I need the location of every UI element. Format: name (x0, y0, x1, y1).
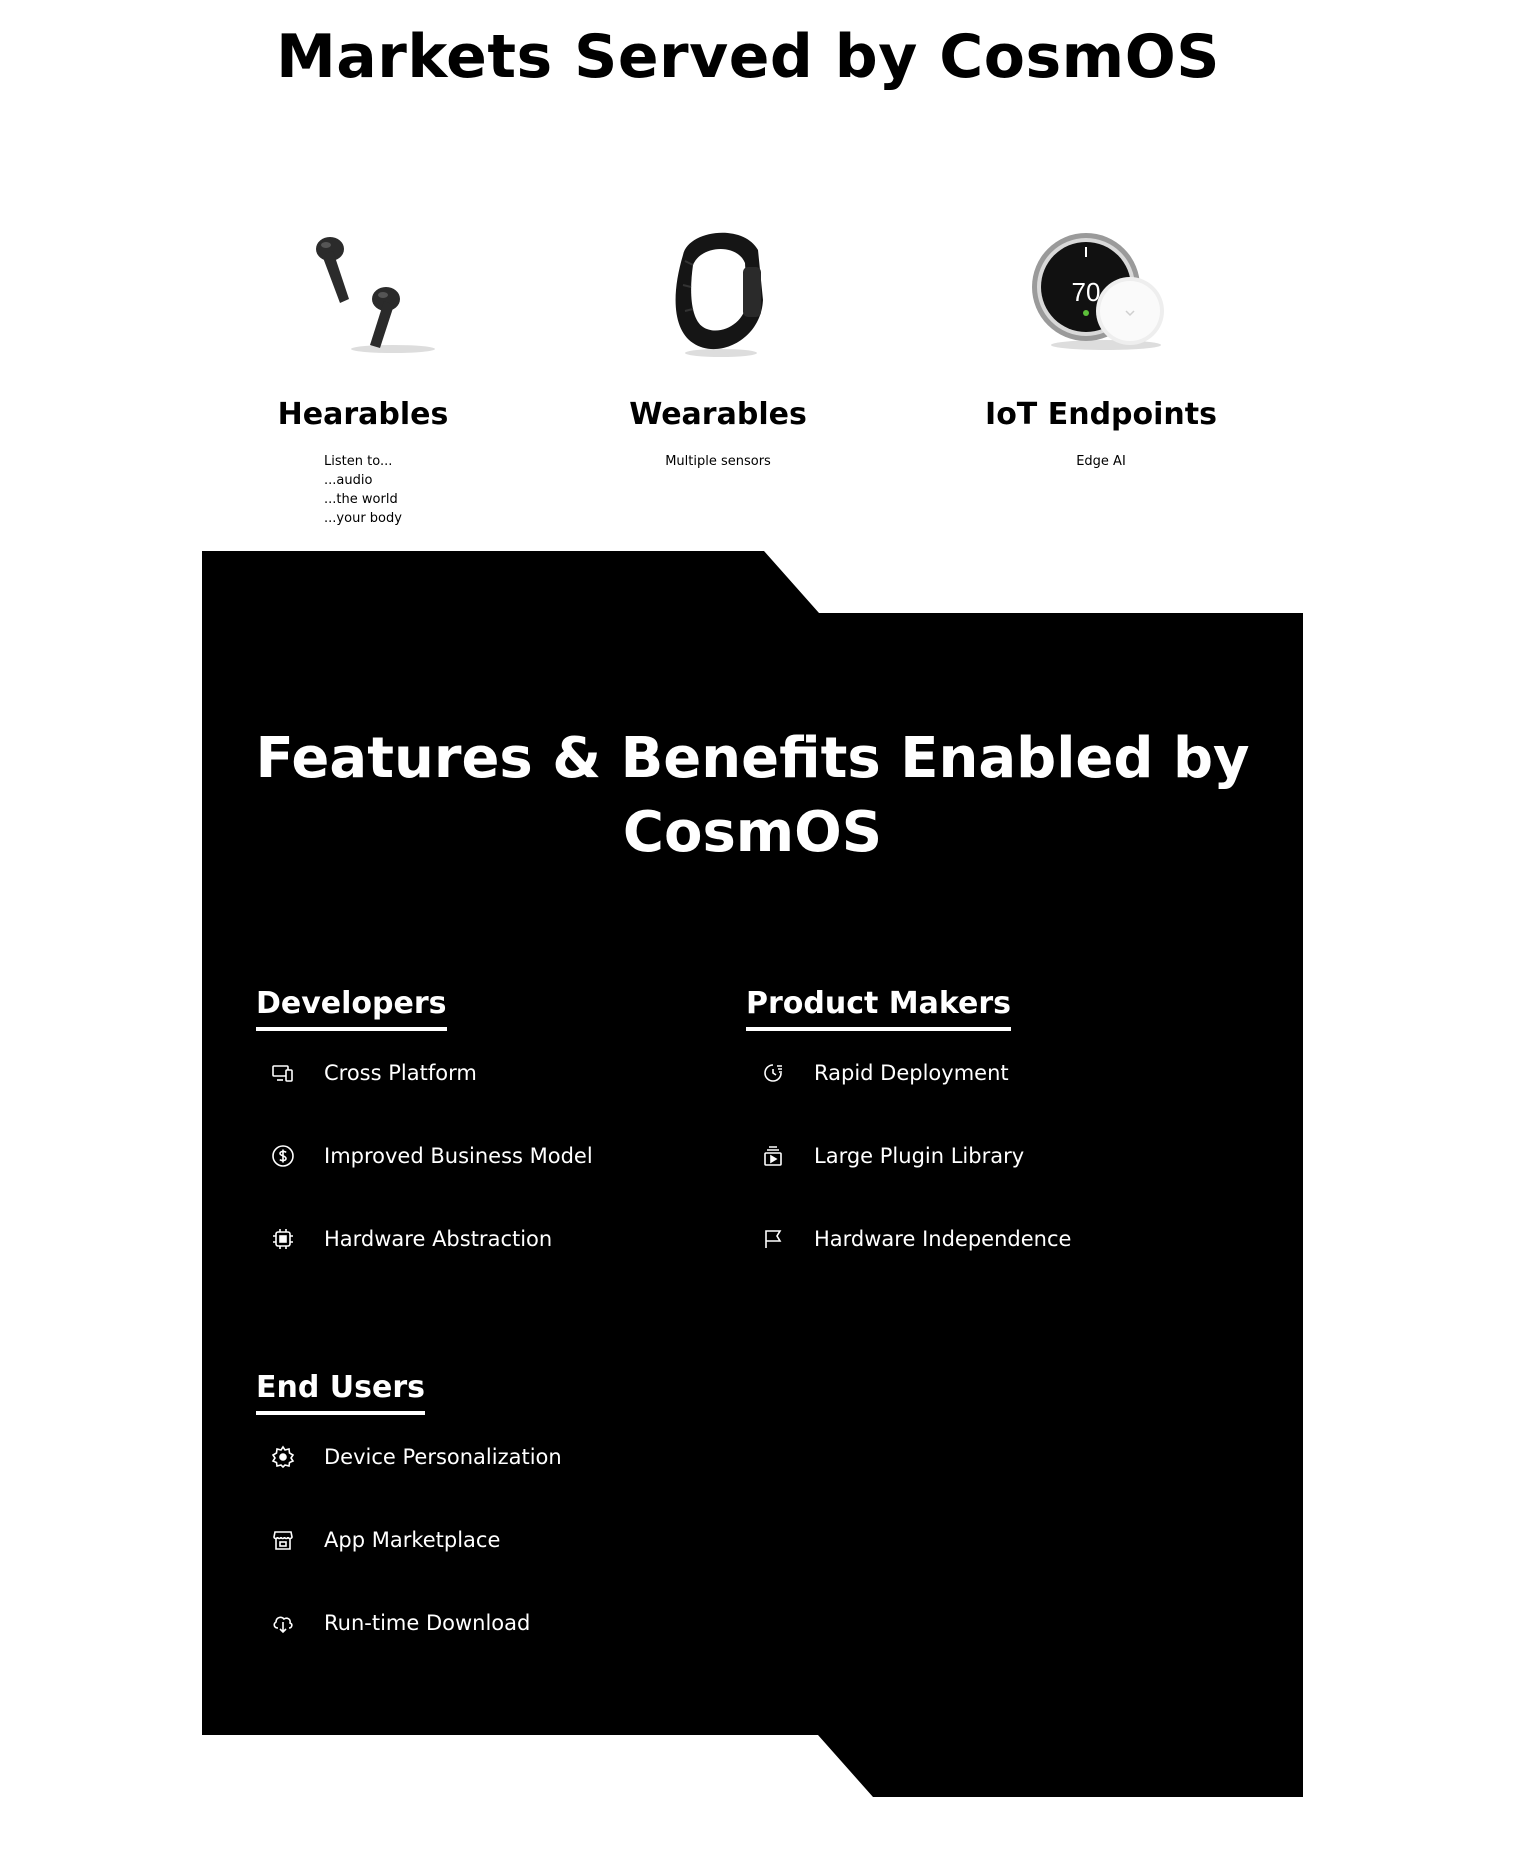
group-end-users (256, 1370, 562, 1664)
feature-label: Rapid Deployment (814, 1060, 1009, 1085)
feature-item (256, 1197, 593, 1280)
store-icon (270, 1527, 296, 1553)
group-title: Product Makers (746, 986, 1011, 1031)
feature-label: Improved Business Model (324, 1143, 593, 1168)
market-description: Edge AI (1076, 454, 1126, 469)
market-iot-endpoints (951, 222, 1251, 471)
thermostat-reading: 70 (1071, 277, 1101, 307)
devices-icon (270, 1060, 296, 1086)
feature-label: App Marketplace (324, 1527, 501, 1552)
description-line: ...the world (324, 492, 398, 507)
gear-icon (270, 1444, 296, 1470)
feature-label: Run-time Download (324, 1610, 531, 1635)
cloud-download-icon (270, 1610, 296, 1636)
description-line: Listen to... (324, 454, 393, 469)
feature-label: Large Plugin Library (814, 1143, 1025, 1168)
feature-item (746, 1114, 1071, 1197)
chip-icon (270, 1226, 296, 1252)
market-description: Multiple sensors (665, 454, 771, 469)
feature-item (746, 1031, 1071, 1114)
feature-item (256, 1498, 562, 1581)
description-line: ...your body (324, 511, 402, 526)
market-wearables (568, 222, 868, 471)
market-description (324, 452, 402, 528)
market-title: Hearables (277, 397, 449, 432)
earbuds-image (213, 222, 513, 362)
feature-label: Hardware Abstraction (324, 1226, 553, 1251)
features-title-line: CosmOS (622, 800, 883, 865)
market-title: Wearables (629, 397, 807, 432)
feature-item (256, 1581, 562, 1664)
flag-icon (760, 1226, 786, 1252)
market-title: IoT Endpoints (985, 397, 1217, 432)
group-product-makers (746, 986, 1071, 1280)
group-developers (256, 986, 593, 1280)
wristband-image (568, 222, 868, 362)
features-title-line: Features & Benefits Enabled by (255, 726, 1250, 791)
clock-icon (760, 1060, 786, 1086)
market-hearables (213, 222, 513, 528)
feature-item (256, 1114, 593, 1197)
feature-label: Cross Platform (324, 1060, 477, 1085)
dollar-circle-icon (270, 1143, 296, 1169)
library-icon (760, 1143, 786, 1169)
feature-label: Device Personalization (324, 1444, 562, 1469)
description-line: ...audio (324, 473, 373, 488)
thermostat-image (951, 222, 1251, 362)
feature-item (256, 1415, 562, 1498)
feature-label: Hardware Independence (814, 1226, 1072, 1251)
group-title: End Users (256, 1370, 425, 1415)
markets-title: Markets Served by CosmOS (276, 22, 1220, 92)
feature-item (256, 1031, 593, 1114)
feature-item (746, 1197, 1071, 1280)
group-title: Developers (256, 986, 447, 1031)
features-title (202, 722, 1303, 870)
